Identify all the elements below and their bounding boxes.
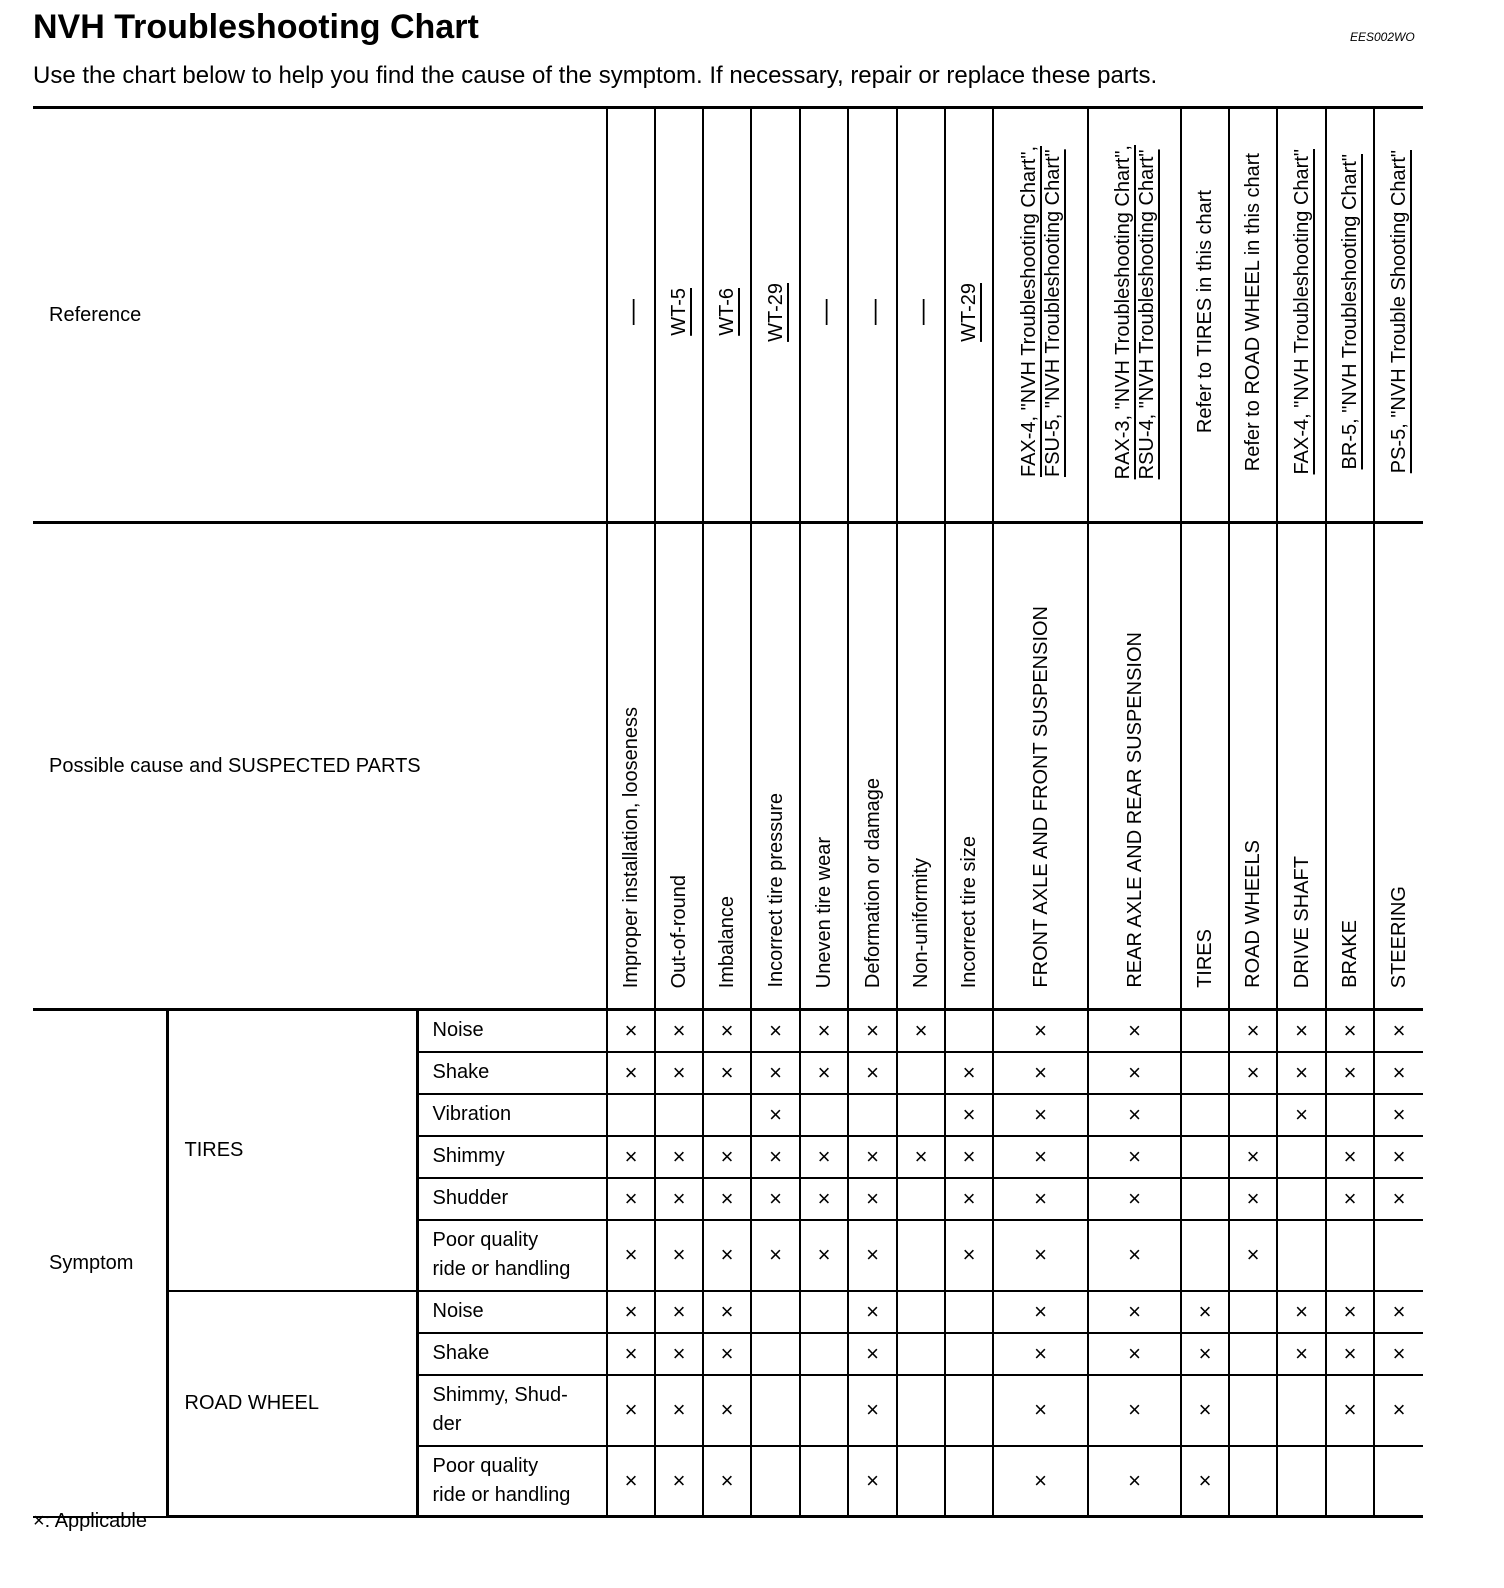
applicable-mark: × (1181, 1446, 1229, 1517)
cause-label-text: STEERING (1388, 885, 1411, 988)
document-code: EES002WO (1350, 30, 1415, 44)
applicable-mark: × (1088, 1094, 1181, 1136)
cause-label-text: Imbalance (716, 895, 739, 988)
applicable-mark: × (800, 1178, 848, 1220)
reference-text: — (857, 299, 888, 325)
empty-cell (1181, 1094, 1229, 1136)
cause-cell (1088, 523, 1181, 1010)
applicable-mark: × (607, 1052, 655, 1094)
applicable-mark: × (800, 1010, 848, 1052)
applicable-mark: × (703, 1136, 751, 1178)
empty-cell (751, 1375, 800, 1446)
cause-row (33, 523, 1423, 1010)
applicable-mark: × (655, 1178, 703, 1220)
empty-cell (800, 1333, 848, 1375)
applicable-mark: × (1229, 1052, 1277, 1094)
applicable-mark: × (1277, 1333, 1326, 1375)
legend: ×: Applicable (33, 1510, 147, 1532)
symptom-item: Noise (417, 1010, 607, 1052)
empty-cell (1181, 1010, 1229, 1052)
applicable-mark: × (897, 1010, 945, 1052)
cause-label-text: Out-of-round (668, 874, 691, 988)
symptom-item: Poor quality ride or handling (417, 1220, 607, 1291)
reference-link[interactable]: FAX-4, "NVH Troubleshooting Chart" (1290, 149, 1313, 475)
applicable-mark: × (1229, 1178, 1277, 1220)
applicable-mark: × (848, 1220, 897, 1291)
applicable-mark: × (945, 1052, 993, 1094)
applicable-mark: × (607, 1136, 655, 1178)
applicable-mark: × (993, 1333, 1088, 1375)
applicable-mark: × (1088, 1291, 1181, 1333)
applicable-mark: × (655, 1136, 703, 1178)
symptom-item: Shimmy (417, 1136, 607, 1178)
empty-cell (607, 1094, 655, 1136)
applicable-mark: × (945, 1136, 993, 1178)
applicable-mark: × (993, 1446, 1088, 1517)
applicable-mark: × (1326, 1291, 1374, 1333)
applicable-mark: × (1374, 1052, 1423, 1094)
applicable-mark: × (703, 1446, 751, 1517)
empty-cell (1277, 1178, 1326, 1220)
reference-cell[interactable] (1088, 108, 1181, 523)
cause-cell (1326, 523, 1374, 1010)
applicable-mark: × (848, 1136, 897, 1178)
reference-cell[interactable] (703, 108, 751, 523)
empty-cell (1181, 1178, 1229, 1220)
nvh-troubleshooting-table (33, 106, 1423, 1518)
symptom-group-label: ROAD WHEEL (167, 1291, 417, 1517)
reference-link[interactable]: WT-5 (668, 288, 691, 336)
applicable-mark: × (848, 1178, 897, 1220)
empty-cell (751, 1333, 800, 1375)
applicable-mark: × (1229, 1010, 1277, 1052)
empty-cell (1181, 1220, 1229, 1291)
applicable-mark: × (848, 1052, 897, 1094)
applicable-mark: × (897, 1136, 945, 1178)
applicable-mark: × (1229, 1136, 1277, 1178)
applicable-mark: × (945, 1178, 993, 1220)
applicable-mark: × (655, 1291, 703, 1333)
reference-row (33, 108, 1423, 523)
applicable-mark: × (993, 1010, 1088, 1052)
empty-cell (800, 1446, 848, 1517)
applicable-mark: × (607, 1178, 655, 1220)
applicable-mark: × (1229, 1220, 1277, 1291)
applicable-mark: × (848, 1446, 897, 1517)
page-title: NVH Troubleshooting Chart (33, 8, 479, 46)
reference-text: — (616, 299, 647, 325)
empty-cell (897, 1375, 945, 1446)
applicable-mark: × (848, 1010, 897, 1052)
cause-cell (1181, 523, 1229, 1010)
empty-cell (1229, 1094, 1277, 1136)
applicable-mark: × (1088, 1136, 1181, 1178)
empty-cell (1229, 1375, 1277, 1446)
reference-text: Refer to TIRES in this chart (1194, 190, 1217, 434)
empty-cell (1277, 1375, 1326, 1446)
reference-link[interactable]: BR-5, "NVH Troubleshooting Chart" (1339, 154, 1362, 470)
applicable-mark: × (655, 1446, 703, 1517)
reference-cell[interactable] (945, 108, 993, 523)
cause-cell (1374, 523, 1423, 1010)
applicable-mark: × (703, 1220, 751, 1291)
applicable-mark: × (1326, 1136, 1374, 1178)
applicable-mark: × (800, 1136, 848, 1178)
symptom-group-label: TIRES (167, 1010, 417, 1291)
empty-cell (945, 1291, 993, 1333)
cause-cell (993, 523, 1088, 1010)
reference-label: Reference (33, 108, 607, 523)
applicable-mark: × (607, 1375, 655, 1446)
empty-cell (1277, 1136, 1326, 1178)
applicable-mark: × (703, 1375, 751, 1446)
symptom-item: Noise (417, 1291, 607, 1333)
intro-text: Use the chart below to help you find the cause of the symptom. If necessary, repair or replace these parts. (33, 62, 1158, 89)
applicable-mark: × (993, 1136, 1088, 1178)
cause-cell (751, 523, 800, 1010)
applicable-mark: × (655, 1220, 703, 1291)
applicable-mark: × (751, 1220, 800, 1291)
cause-label-text: TIRES (1194, 929, 1217, 988)
empty-cell (800, 1094, 848, 1136)
applicable-mark: × (945, 1220, 993, 1291)
table-row (33, 1010, 1423, 1052)
cause-label-text: Improper installation, looseness (620, 706, 643, 988)
empty-cell (1229, 1333, 1277, 1375)
applicable-mark: × (1088, 1446, 1181, 1517)
empty-cell (897, 1220, 945, 1291)
applicable-mark: × (1088, 1333, 1181, 1375)
reference-cell (1229, 108, 1277, 523)
applicable-mark: × (1374, 1333, 1423, 1375)
reference-link[interactable]: WT-6 (716, 288, 739, 336)
applicable-mark: × (1374, 1136, 1423, 1178)
applicable-mark: × (1181, 1291, 1229, 1333)
applicable-mark: × (848, 1375, 897, 1446)
reference-cell[interactable] (1277, 108, 1326, 523)
empty-cell (703, 1094, 751, 1136)
cause-label-text: FRONT AXLE AND FRONT SUSPENSION (1029, 606, 1052, 988)
empty-cell (800, 1375, 848, 1446)
cause-label-text: ROAD WHEELS (1242, 840, 1265, 988)
applicable-mark: × (1374, 1291, 1423, 1333)
cause-cell (945, 523, 993, 1010)
applicable-mark: × (1374, 1375, 1423, 1446)
applicable-mark: × (1277, 1010, 1326, 1052)
empty-cell (1229, 1291, 1277, 1333)
cause-cell (800, 523, 848, 1010)
applicable-mark: × (993, 1178, 1088, 1220)
applicable-mark: × (945, 1094, 993, 1136)
reference-cell (1181, 108, 1229, 523)
applicable-mark: × (1088, 1010, 1181, 1052)
empty-cell (1326, 1220, 1374, 1291)
empty-cell (945, 1375, 993, 1446)
empty-cell (848, 1094, 897, 1136)
applicable-mark: × (848, 1291, 897, 1333)
cause-label-text: BRAKE (1339, 920, 1362, 988)
applicable-mark: × (1374, 1094, 1423, 1136)
applicable-mark: × (703, 1178, 751, 1220)
applicable-mark: × (751, 1136, 800, 1178)
reference-link[interactable]: WT-29 (958, 282, 981, 342)
cause-cell (1229, 523, 1277, 1010)
reference-link[interactable]: FAX-4, "NVH Troubleshooting Chart", FSU-5, "NVH Troubleshooting Chart" (1017, 146, 1064, 478)
cause-label-text: REAR AXLE AND REAR SUSPENSION (1123, 632, 1146, 988)
applicable-mark: × (993, 1052, 1088, 1094)
applicable-mark: × (1374, 1178, 1423, 1220)
applicable-mark: × (800, 1220, 848, 1291)
reference-cell (607, 108, 655, 523)
cause-label-text: Incorrect tire size (958, 835, 981, 988)
table-row (33, 1291, 1423, 1333)
reference-cell (897, 108, 945, 523)
applicable-mark: × (1088, 1375, 1181, 1446)
applicable-mark: × (1088, 1220, 1181, 1291)
reference-text: Refer to ROAD WHEEL in this chart (1242, 152, 1265, 472)
cause-label-text: Deformation or damage (861, 777, 884, 988)
applicable-mark: × (751, 1094, 800, 1136)
applicable-mark: × (703, 1291, 751, 1333)
cause-cell (655, 523, 703, 1010)
applicable-mark: × (1326, 1333, 1374, 1375)
empty-cell (1181, 1052, 1229, 1094)
applicable-mark: × (703, 1010, 751, 1052)
cause-label-text: Uneven tire wear (813, 836, 836, 988)
empty-cell (1374, 1446, 1423, 1517)
applicable-mark: × (607, 1333, 655, 1375)
applicable-mark: × (655, 1333, 703, 1375)
empty-cell (897, 1446, 945, 1517)
empty-cell (1181, 1136, 1229, 1178)
applicable-mark: × (993, 1375, 1088, 1446)
applicable-mark: × (1277, 1291, 1326, 1333)
applicable-mark: × (607, 1220, 655, 1291)
empty-cell (655, 1094, 703, 1136)
applicable-mark: × (655, 1010, 703, 1052)
applicable-mark: × (607, 1010, 655, 1052)
empty-cell (897, 1291, 945, 1333)
applicable-mark: × (800, 1052, 848, 1094)
empty-cell (800, 1291, 848, 1333)
applicable-mark: × (1088, 1052, 1181, 1094)
reference-text: — (809, 299, 840, 325)
applicable-mark: × (1374, 1010, 1423, 1052)
reference-cell[interactable] (993, 108, 1088, 523)
empty-cell (1277, 1220, 1326, 1291)
symptom-item: Shimmy, Shud- der (417, 1375, 607, 1446)
reference-cell[interactable] (1326, 108, 1374, 523)
empty-cell (751, 1291, 800, 1333)
reference-link[interactable]: WT-29 (764, 282, 787, 342)
applicable-mark: × (1277, 1094, 1326, 1136)
empty-cell (1277, 1446, 1326, 1517)
cause-cell (1277, 523, 1326, 1010)
reference-cell[interactable] (1374, 108, 1423, 523)
empty-cell (1326, 1094, 1374, 1136)
empty-cell (897, 1052, 945, 1094)
cause-cell (703, 523, 751, 1010)
reference-cell (800, 108, 848, 523)
applicable-mark: × (1277, 1052, 1326, 1094)
applicable-mark: × (607, 1291, 655, 1333)
cause-cell (848, 523, 897, 1010)
empty-cell (897, 1178, 945, 1220)
empty-cell (751, 1446, 800, 1517)
applicable-mark: × (993, 1220, 1088, 1291)
empty-cell (1374, 1220, 1423, 1291)
symptom-item: Vibration (417, 1094, 607, 1136)
reference-link[interactable]: PS-5, "NVH Trouble Shooting Chart" (1388, 150, 1411, 474)
applicable-mark: × (751, 1052, 800, 1094)
applicable-mark: × (703, 1333, 751, 1375)
cause-cell (897, 523, 945, 1010)
symptom-item: Shake (417, 1052, 607, 1094)
empty-cell (945, 1446, 993, 1517)
empty-cell (897, 1094, 945, 1136)
applicable-mark: × (751, 1010, 800, 1052)
applicable-mark: × (1326, 1052, 1374, 1094)
reference-cell[interactable] (751, 108, 800, 523)
empty-cell (945, 1010, 993, 1052)
symptom-label: Symptom (33, 1010, 167, 1517)
applicable-mark: × (993, 1291, 1088, 1333)
reference-link[interactable]: RAX-3, "NVH Troubleshooting Chart", RSU-4, "NVH Troubleshooting Chart" (1111, 144, 1158, 480)
cause-label-text: Non-uniformity (910, 857, 933, 988)
applicable-mark: × (655, 1375, 703, 1446)
applicable-mark: × (1326, 1375, 1374, 1446)
applicable-mark: × (1088, 1178, 1181, 1220)
reference-cell (848, 108, 897, 523)
applicable-mark: × (1326, 1010, 1374, 1052)
empty-cell (1229, 1446, 1277, 1517)
cause-label-text: Incorrect tire pressure (764, 793, 787, 988)
symptom-item: Shudder (417, 1178, 607, 1220)
cause-label: Possible cause and SUSPECTED PARTS (33, 523, 607, 1010)
reference-cell[interactable] (655, 108, 703, 523)
applicable-mark: × (1181, 1333, 1229, 1375)
applicable-mark: × (1181, 1375, 1229, 1446)
empty-cell (897, 1333, 945, 1375)
applicable-mark: × (848, 1333, 897, 1375)
symptom-item: Poor quality ride or handling (417, 1446, 607, 1517)
applicable-mark: × (751, 1178, 800, 1220)
applicable-mark: × (655, 1052, 703, 1094)
empty-cell (945, 1333, 993, 1375)
applicable-mark: × (607, 1446, 655, 1517)
cause-label-text: DRIVE SHAFT (1290, 855, 1313, 988)
empty-cell (1326, 1446, 1374, 1517)
applicable-mark: × (993, 1094, 1088, 1136)
reference-text: — (906, 299, 937, 325)
applicable-mark: × (703, 1052, 751, 1094)
symptom-item: Shake (417, 1333, 607, 1375)
applicable-mark: × (1326, 1178, 1374, 1220)
cause-cell (607, 523, 655, 1010)
